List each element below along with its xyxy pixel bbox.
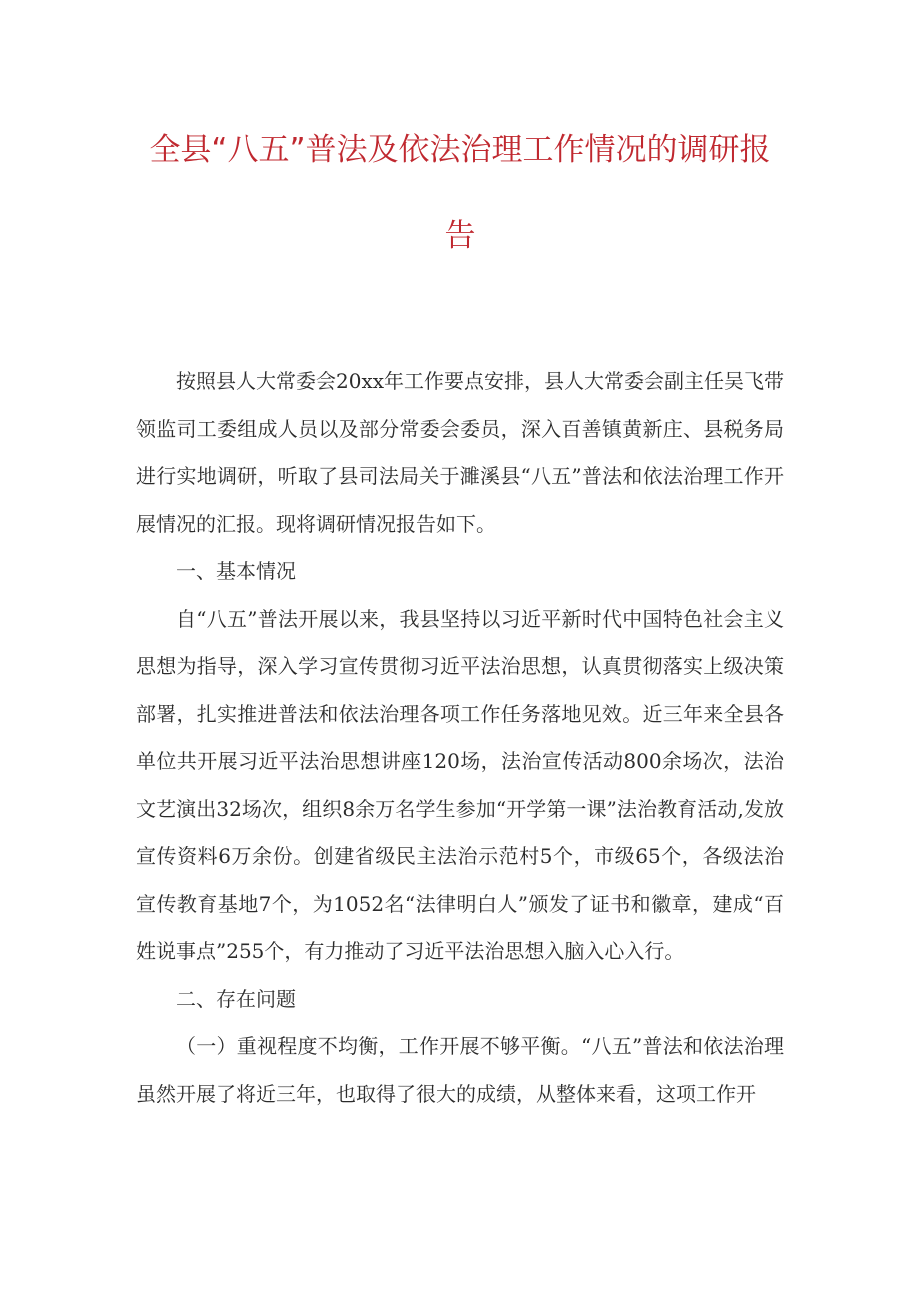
document-title-line-1: 全县“八五”普法及依法治理工作情况的调研报 <box>149 132 771 168</box>
document-body <box>136 358 784 1118</box>
intro-paragraph: 按照县人大常委会20xx年工作要点安排，县人大常委会副主任吴飞带领监司工委组成人员以及部分常委会委员，深入百善镇黄新庄、县税务局进行实地调研，听取了县司法局关于濉溪县“八五”普法和依法治理工作开展情况的汇报。现将调研情况报告如下。 <box>136 369 785 536</box>
problem-paragraph-1: （一）重视程度不均衡，工作开展不够平衡。“八五”普法和依法治理虽然开展了将近三年，也取得了很大的成绩，从整体来看，这项工作开 <box>136 1034 784 1106</box>
basic-situation-paragraph: 自“八五”普法开展以来，我县坚持以习近平新时代中国特色社会主义思想为指导，深入学习宣传贯彻习近平法治思想，认真贯彻落实上级决策部署，扎实推进普法和依法治理各项工作任务落地见效。近三年来全县各单位共开展习近平法治思想讲座120场，法治宣传活动800余场次，法治文艺演出32场次，组织8余万名学生参加“开学第一课”法治教育活动,发放宣传资料6万余份。创建省级民主法治示范村5个，市级65个，各级法治宣传教育基地7个，为1052名“法律明白人”颁发了证书和徽章，建成“百姓说事点”255个，有力推动了习近平法治思想入脑入心入行。 <box>136 606 784 963</box>
document-title-line-2: 告 <box>444 218 476 254</box>
section-heading-existing-problems: 二、存在问题 <box>176 986 296 1011</box>
section-heading-basic-situation: 一、基本情况 <box>176 559 296 583</box>
